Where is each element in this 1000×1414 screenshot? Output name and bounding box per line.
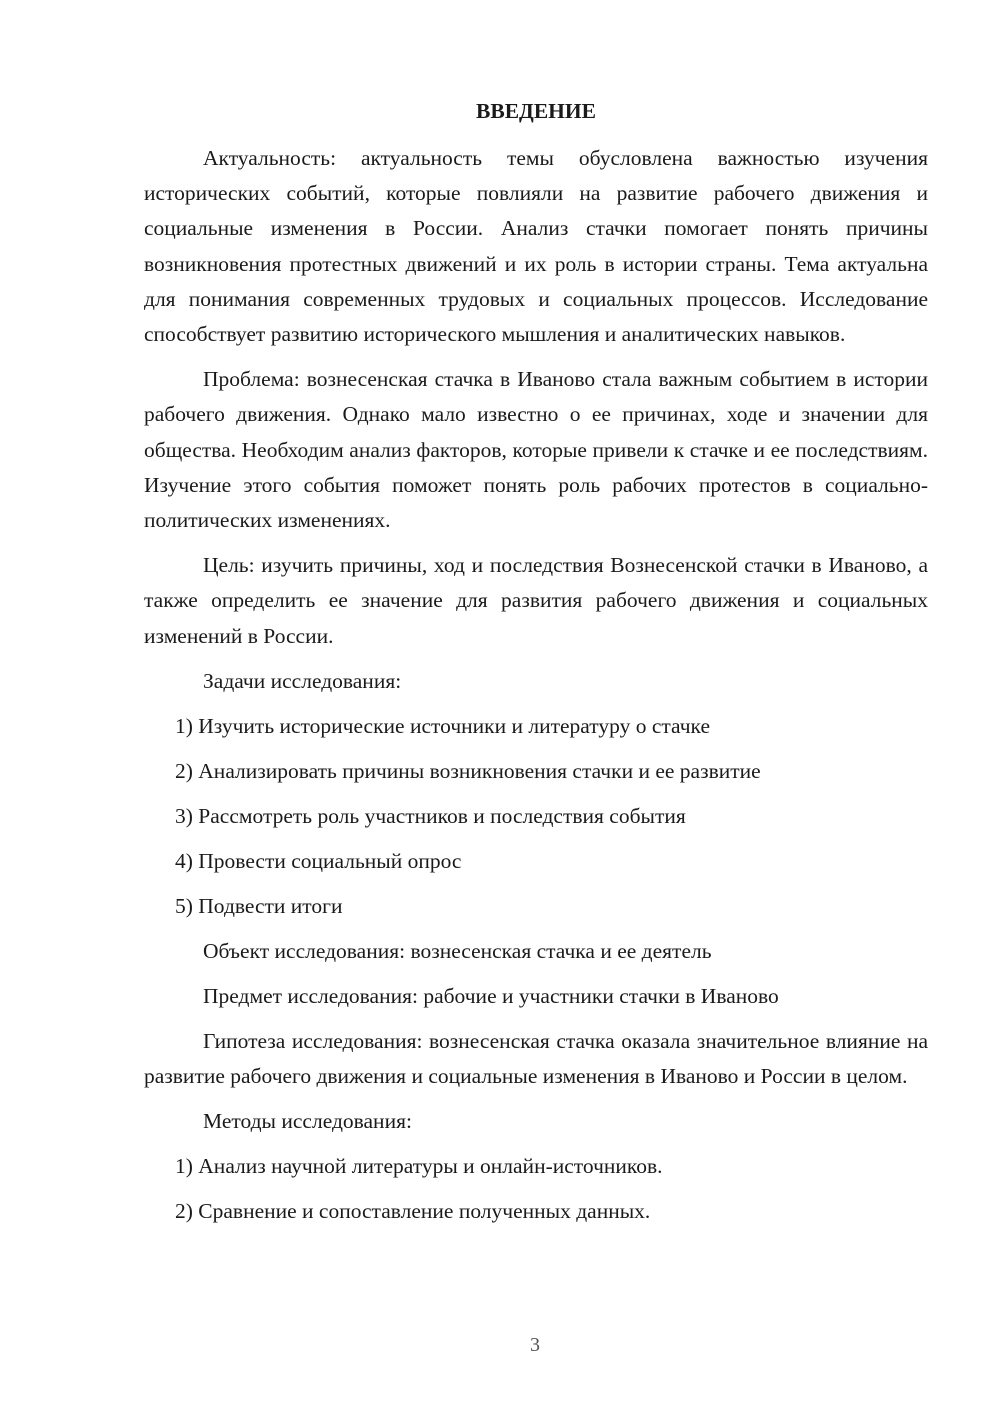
tasks-list: [144, 709, 928, 924]
list-item: 2) Анализировать причины возникновения стачки и ее развитие: [175, 758, 761, 783]
problem-paragraph: Проблема: вознесенская стачка в Иваново стала важным событием в истории рабочего движения. Однако мало известно о ее причинах, ходе и значении для общества. Необходим анализ факторов, которые привели к стачке и ее последствиям. Изучение этого события поможет понять роль рабочих протестов в социально-политических изменениях.: [144, 367, 928, 533]
list-item: 1) Анализ научной литературы и онлайн-источников.: [175, 1154, 663, 1179]
section-heading: ВВЕДЕНИЕ: [476, 99, 596, 123]
list-item: 4) Провести социальный опрос: [175, 848, 462, 873]
page-content: [144, 94, 928, 1239]
page-number: 3: [530, 1334, 540, 1356]
methods-label: Методы исследования:: [203, 1109, 412, 1134]
research-subject: Предмет исследования: рабочие и участники стачки в Иваново: [203, 983, 779, 1008]
list-item: 2) Сравнение и сопоставление полученных данных.: [175, 1199, 651, 1224]
research-object: Объект исследования: вознесенская стачка и ее деятель: [203, 938, 712, 963]
methods-list: [144, 1149, 928, 1229]
list-item: 3) Рассмотреть роль участников и последствия события: [175, 803, 686, 828]
hypothesis-paragraph: Гипотеза исследования: вознесенская стачка оказала значительное влияние на развитие рабочего движения и социальные изменения в Иваново и России в целом.: [144, 1028, 928, 1089]
list-item: 5) Подвести итоги: [175, 893, 343, 918]
goal-paragraph: Цель: изучить причины, ход и последствия Вознесенской стачки в Иваново, а также определить ее значение для развития рабочего движения и социальных изменений в России.: [144, 553, 928, 648]
relevance-paragraph: Актуальность: актуальность темы обусловлена важностью изучения исторических событий, которые повлияли на развитие рабочего движения и социальные изменения в России. Анализ стачки помогает понять причины возникновения протестных движений и их роль в истории страны. Тема актуальна для понимания современных трудовых и социальных процессов. Исследование способствует развитию исторического мышления и аналитических навыков.: [144, 146, 928, 347]
list-item: 1) Изучить исторические источники и литературу о стачке: [175, 713, 710, 738]
tasks-label: Задачи исследования:: [203, 668, 402, 693]
